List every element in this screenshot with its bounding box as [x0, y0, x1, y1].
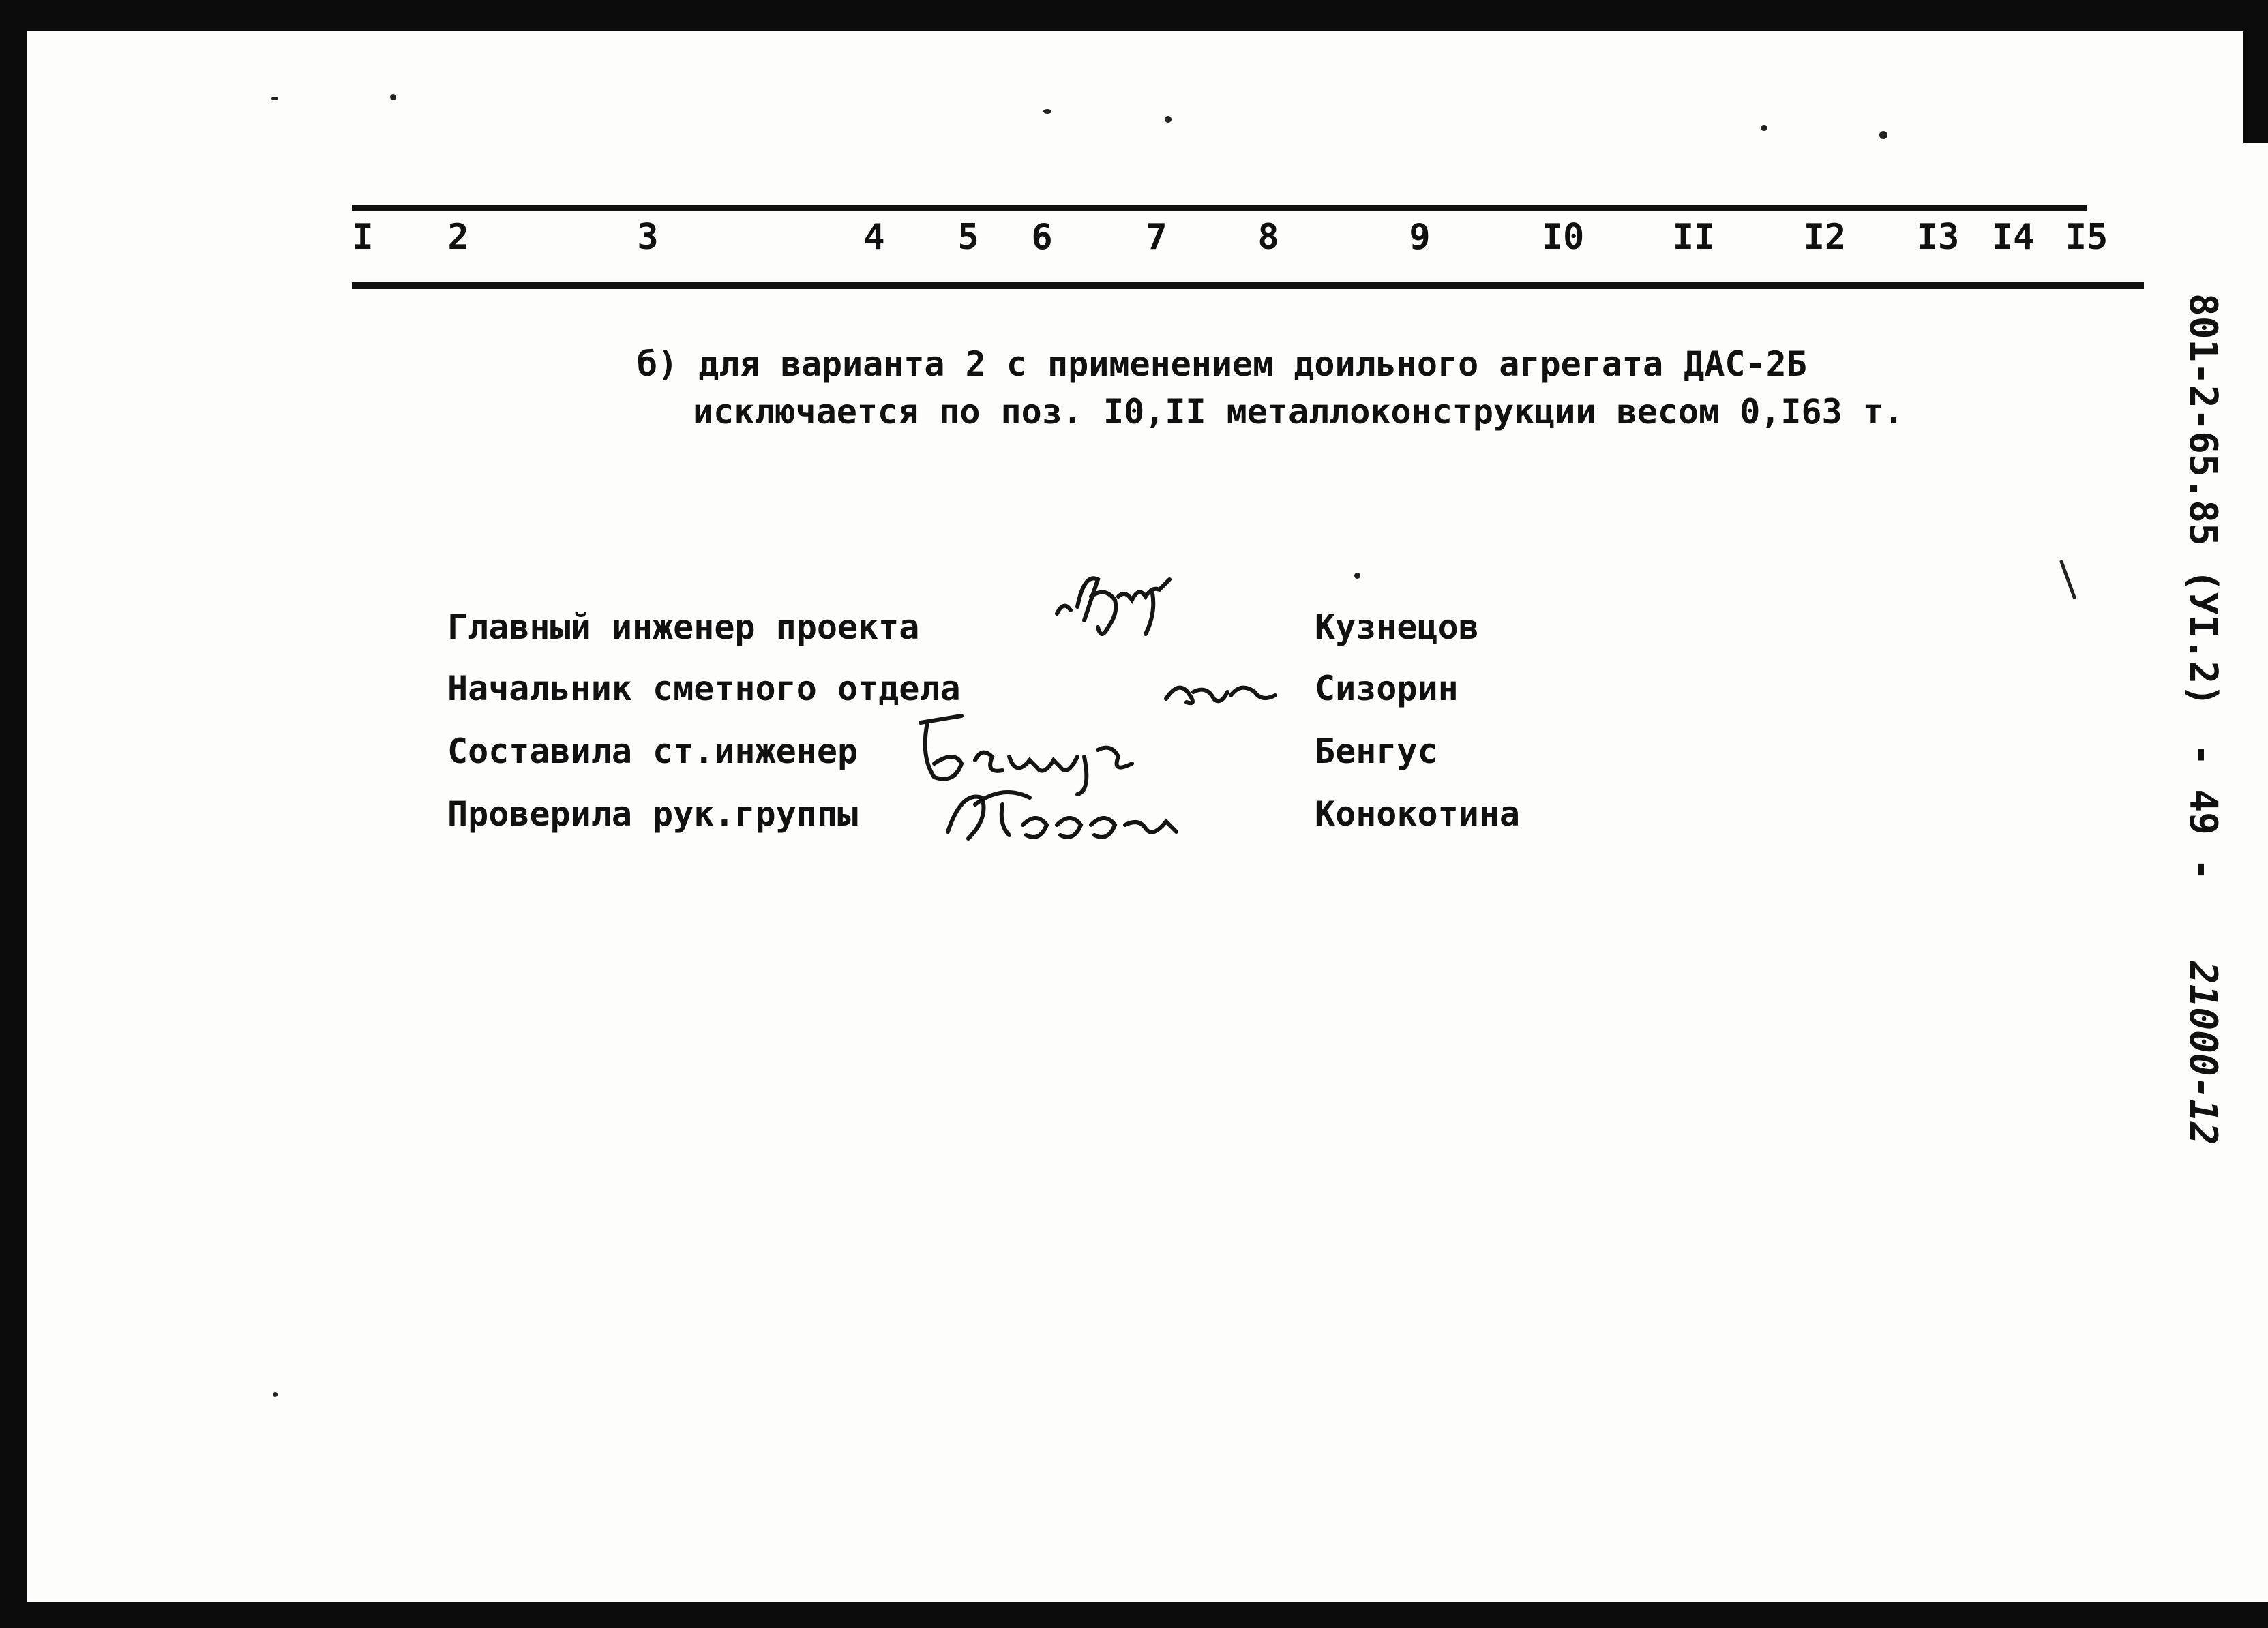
- scan-speck: [1354, 573, 1360, 579]
- scan-speck: [273, 1392, 278, 1397]
- header-bottom-rule: [352, 282, 2144, 289]
- page-number: - 49 -: [2181, 743, 2225, 881]
- handwritten-signature-4: [934, 777, 1193, 852]
- column-number: 9: [1409, 217, 1431, 258]
- column-number: I0: [1541, 217, 1585, 258]
- signature-name: Конокотина: [1315, 794, 1521, 834]
- column-number: 8: [1257, 217, 1279, 258]
- signature-name: Бенгус: [1315, 732, 1438, 771]
- signature-role: Главный инженер проекта: [447, 607, 920, 647]
- scan-speck: [1165, 116, 1172, 123]
- handwritten-signature-1: [1050, 559, 1200, 648]
- scan-speck: [1879, 131, 1887, 139]
- sheet-number: 21000-12: [2181, 961, 2225, 1145]
- scan-speck: [2059, 560, 2076, 599]
- scan-speck: [1043, 109, 1051, 114]
- signature-role: Начальник сметного отдела: [447, 669, 961, 708]
- scan-border-right: [2243, 0, 2268, 143]
- scan-border-bottom: [0, 1602, 2268, 1628]
- note-line-2: исключается по поз. I0,II металлоконструкции весом 0,I63 т.: [693, 392, 1905, 432]
- column-number: II: [1672, 217, 1716, 258]
- column-number: 2: [447, 217, 469, 258]
- column-number: 3: [637, 217, 659, 258]
- scan-border-left: [0, 0, 27, 1628]
- column-number: I4: [1991, 217, 2035, 258]
- document-code: 801-2-65.85 (УI.2): [2181, 293, 2225, 707]
- signature-name: Сизорин: [1315, 669, 1459, 708]
- column-number: 7: [1146, 217, 1167, 258]
- column-number: 4: [863, 217, 885, 258]
- handwritten-signature-2: [1159, 665, 1282, 719]
- column-number: I: [352, 217, 374, 258]
- scan-speck: [1761, 125, 1767, 131]
- scan-border-top: [0, 0, 2268, 31]
- scan-speck: [390, 94, 396, 100]
- signature-role: Составила ст.инженер: [447, 732, 859, 771]
- column-number: I3: [1916, 217, 1960, 258]
- signature-role: Проверила рук.группы: [447, 794, 859, 834]
- column-number: I5: [2065, 217, 2108, 258]
- column-number: 5: [957, 217, 979, 258]
- note-line-1: б) для варианта 2 с применением доильного агрегата ДАС-2Б: [637, 344, 1807, 384]
- scan-speck: [271, 97, 278, 100]
- column-number: 6: [1031, 217, 1053, 258]
- signature-name: Кузнецов: [1315, 607, 1479, 647]
- header-top-rule: [352, 205, 2087, 211]
- column-number: I2: [1803, 217, 1847, 258]
